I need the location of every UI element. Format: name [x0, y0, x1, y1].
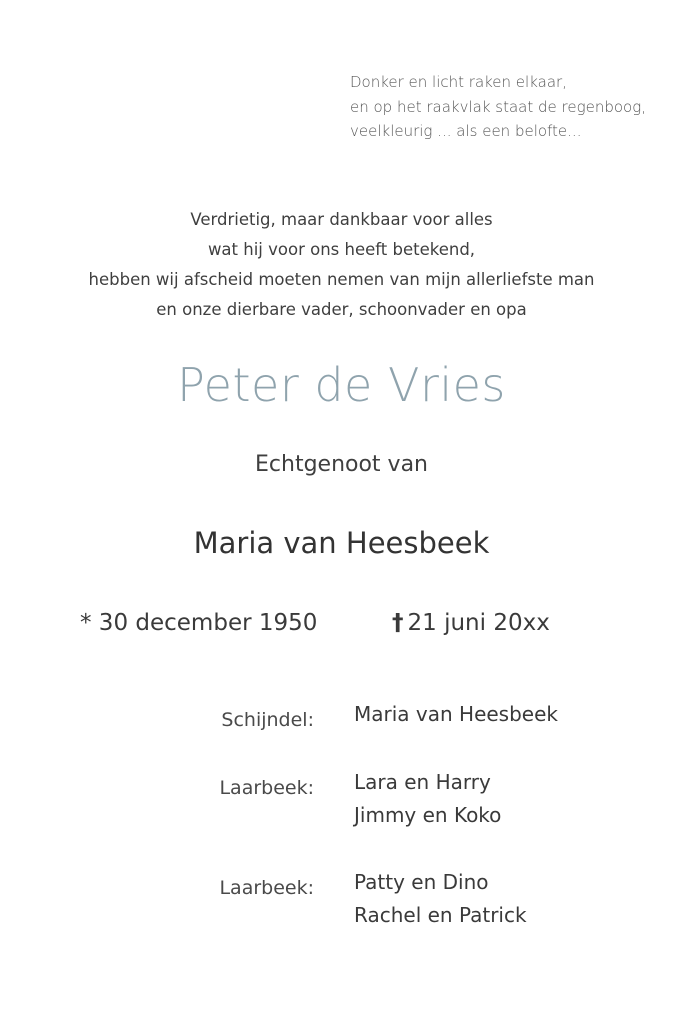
family-place: Schijndel:: [221, 709, 314, 731]
poem: [350, 70, 670, 144]
spouse-name: Maria van Heesbeek: [193, 526, 490, 560]
family-name: Maria van Heesbeek: [354, 702, 558, 726]
family-name: Patty en Dino: [354, 870, 489, 894]
death-date: 21 juni 20xx: [407, 610, 550, 636]
family-names: [354, 766, 501, 832]
intro-line: hebben wij afscheid moeten nemen van mijn allerliefste man: [88, 270, 595, 289]
family-names: [354, 866, 527, 932]
birth-date: * 30 december 1950: [80, 610, 318, 636]
poem-line: en op het raakvlak staat de regenboog,: [350, 97, 646, 116]
deceased-name: Peter de Vries: [177, 358, 506, 412]
poem-line: Donker en licht raken elkaar,: [350, 73, 567, 91]
dates-row: [0, 605, 683, 641]
family-group: [0, 866, 683, 934]
spouse-label: Echtgenoot van: [255, 452, 428, 477]
cross-icon: †: [392, 610, 404, 636]
family-names: [354, 698, 558, 731]
intro-line: en onze dierbare vader, schoonvader en opa: [156, 300, 527, 319]
intro-line: Verdrietig, maar dankbaar voor alles: [190, 210, 493, 229]
family-name: Lara en Harry: [354, 770, 491, 794]
family-place: Laarbeek:: [219, 777, 314, 799]
death-date-group: [392, 605, 550, 641]
poem-line: veelkleurig ... als een belofte...: [350, 122, 582, 140]
intro-text: [0, 205, 683, 325]
intro-line: wat hij voor ons heeft betekend,: [207, 240, 476, 259]
family-group: [0, 766, 683, 866]
family-name: Jimmy en Koko: [354, 803, 502, 827]
family-group: [0, 698, 683, 766]
family-name: Rachel en Patrick: [354, 903, 527, 927]
family-place: Laarbeek:: [219, 877, 314, 899]
family-list: [0, 698, 683, 934]
